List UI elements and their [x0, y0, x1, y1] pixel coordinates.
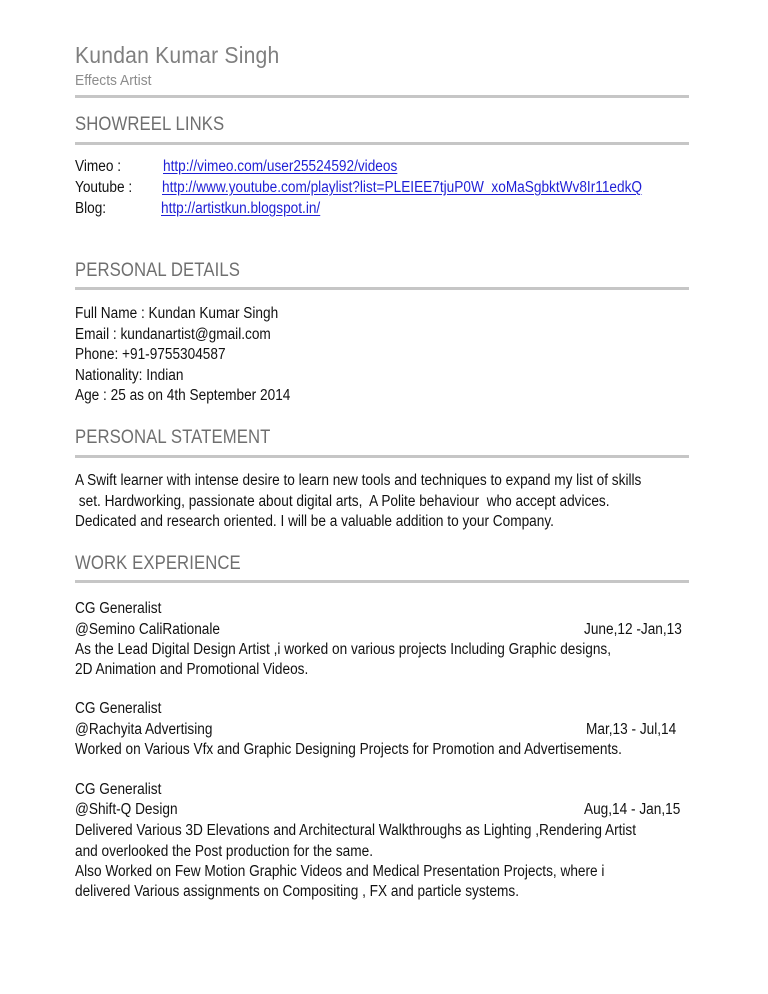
showreel-heading: SHOWREEL LINKS: [75, 114, 225, 135]
showreel-row-vimeo: [75, 157, 121, 177]
job-description-line: Delivered Various 3D Elevations and Architectural Walkthroughs as Lighting ,Rendering Artist: [75, 822, 637, 839]
personal-details-heading: PERSONAL DETAILS: [75, 260, 240, 281]
job-company: @Semino CaliRationale: [75, 621, 221, 638]
detail-nationality: Nationality: Indian: [75, 367, 184, 384]
detail-full-name: Full Name : Kundan Kumar Singh: [75, 305, 279, 322]
personal-statement-divider: [75, 455, 689, 458]
personal-statement-heading: PERSONAL STATEMENT: [75, 427, 271, 448]
candidate-name: Kundan Kumar Singh: [75, 42, 280, 68]
job-dates: June,12 -Jan,13: [584, 621, 682, 638]
job-description-line: Worked on Various Vfx and Graphic Designing Projects for Promotion and Advertisements.: [75, 741, 622, 758]
job-description-line: 2D Animation and Promotional Videos.: [75, 661, 309, 678]
detail-phone: Phone: +91-9755304587: [75, 346, 226, 363]
statement-line: set. Hardworking, passionate about digital arts, A Polite behaviour who accept advices.: [75, 493, 610, 510]
work-experience-heading: WORK EXPERIENCE: [75, 553, 241, 574]
candidate-title: Effects Artist: [75, 72, 152, 89]
blog-label: Blog:: [75, 200, 107, 217]
job-description-line: Also Worked on Few Motion Graphic Videos and Medical Presentation Projects, where i: [75, 863, 605, 880]
vimeo-link[interactable]: http://vimeo.com/user25524592/videos: [163, 158, 398, 175]
job-description-line: delivered Various assignments on Compositing , FX and particle systems.: [75, 883, 520, 900]
work-experience-divider: [75, 580, 689, 583]
statement-line: A Swift learner with intense desire to learn new tools and techniques to expand my list of skills: [75, 472, 642, 489]
showreel-row-blog: [75, 199, 106, 219]
youtube-link[interactable]: http://www.youtube.com/playlist?list=PLEIEE7tjuP0W_xoMaSgbktWv8Ir11edkQ: [162, 179, 643, 196]
personal-details-divider: [75, 287, 689, 290]
statement-line: Dedicated and research oriented. I will be a valuable addition to your Company.: [75, 513, 554, 530]
showreel-divider: [75, 142, 689, 145]
job-company: @Rachyita Advertising: [75, 721, 213, 738]
header-divider: [75, 95, 689, 98]
detail-age: Age : 25 as on 4th September 2014: [75, 387, 291, 404]
job-description-line: As the Lead Digital Design Artist ,i worked on various projects Including Graphic designs,: [75, 641, 612, 658]
job-description-line: and overlooked the Post production for the same.: [75, 843, 373, 860]
detail-email: Email : kundanartist@gmail.com: [75, 326, 271, 343]
vimeo-label: Vimeo :: [75, 158, 122, 175]
job-dates: Aug,14 - Jan,15: [584, 801, 681, 818]
blog-link[interactable]: http://artistkun.blogspot.in/: [161, 200, 321, 217]
job-role: CG Generalist: [75, 600, 162, 617]
youtube-label: Youtube :: [75, 179, 133, 196]
job-dates: Mar,13 - Jul,14: [586, 721, 677, 738]
job-company: @Shift-Q Design: [75, 801, 178, 818]
showreel-row-youtube: [75, 178, 132, 198]
job-role: CG Generalist: [75, 781, 162, 798]
job-role: CG Generalist: [75, 700, 162, 717]
